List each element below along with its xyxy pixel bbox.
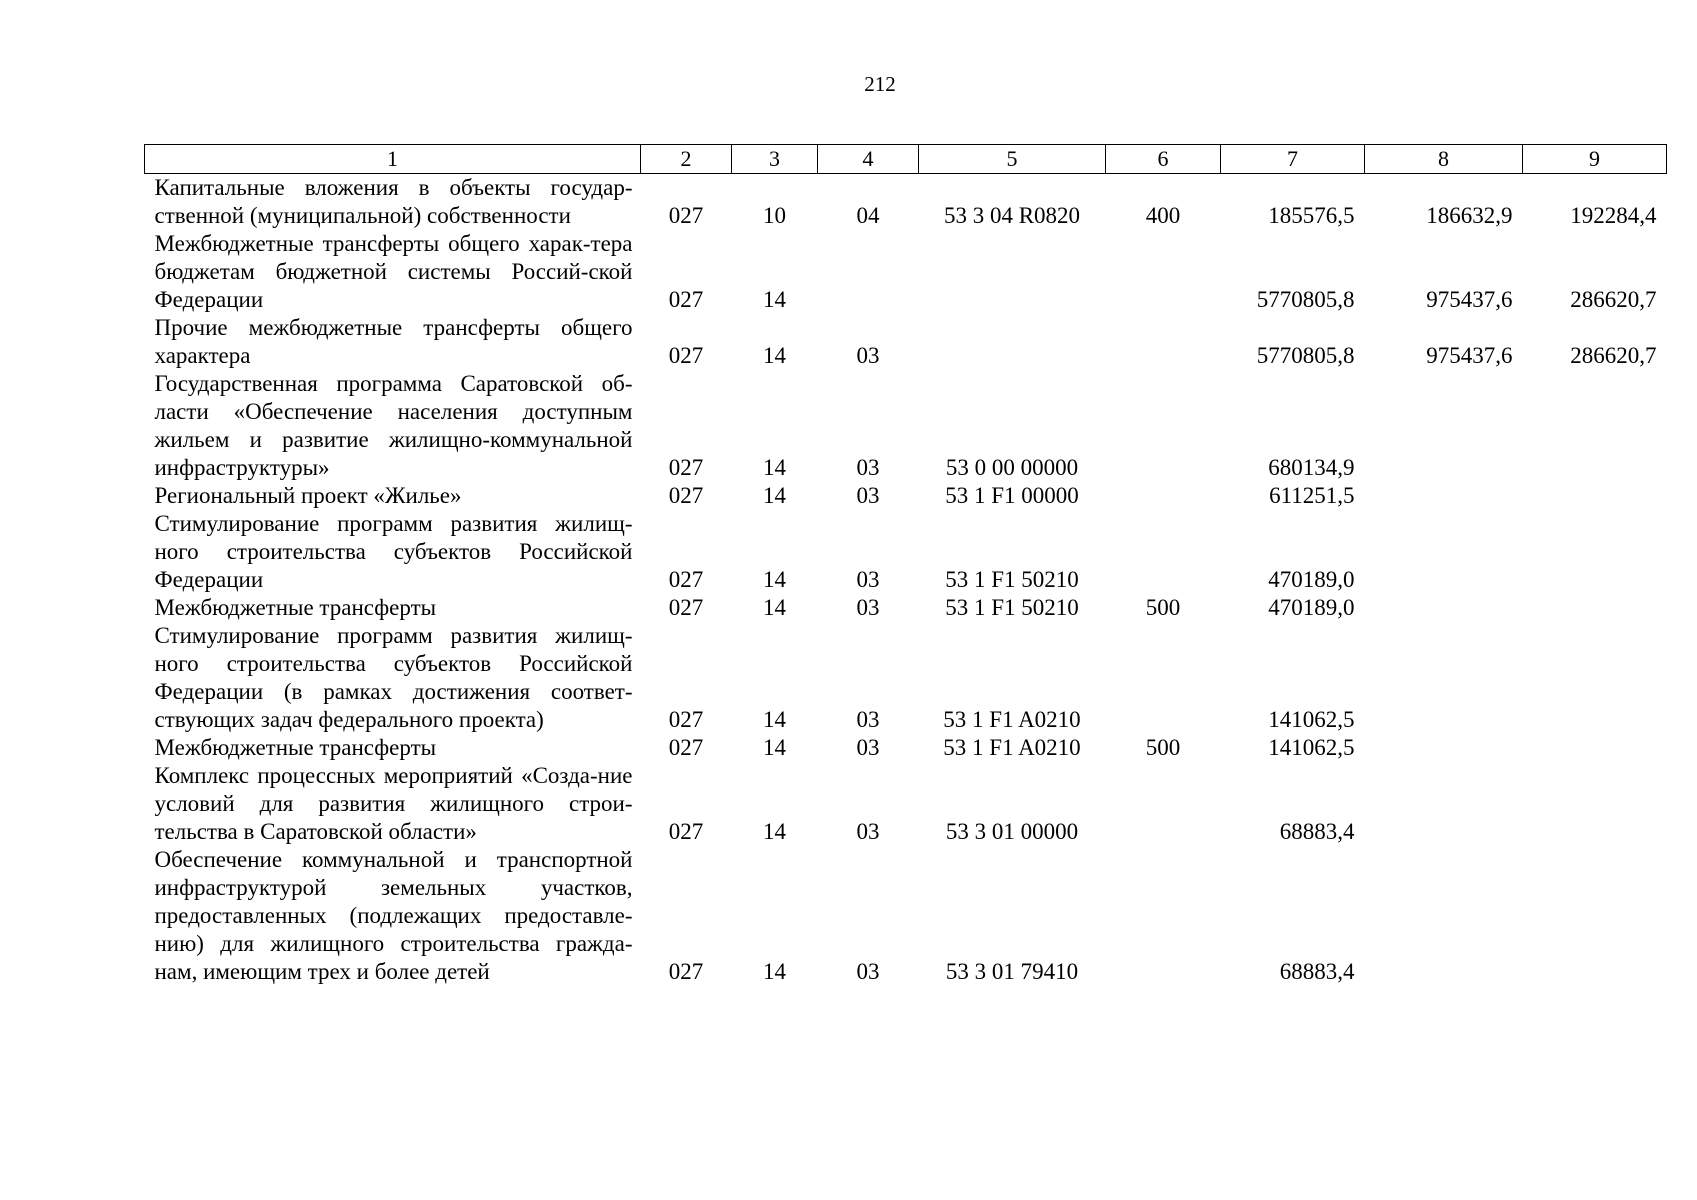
table-row [145,734,1667,762]
item-name: Комплекс процессных мероприятий «Созда-ние условий для развития жилищного строи-тельства в Саратовской области» [154,763,633,844]
subsection-code [818,230,919,314]
subsection-code: 03 [856,735,880,760]
column-header: 4 [818,145,919,174]
amount-col7: 141062,5 [1268,707,1355,732]
item-name: Стимулирование программ развития жилищ-ного строительства субъектов Российской Федерации [154,511,633,592]
target-article-code: 53 1 F1 50210 [945,567,1079,592]
column-header: 7 [1221,145,1365,174]
amount-col9 [1523,622,1667,734]
table-row [145,314,1667,370]
amount-col9 [1523,594,1667,622]
section-code: 14 [763,735,786,760]
amount-col7: 470189,0 [1268,595,1355,620]
ministry-code: 027 [668,735,704,760]
amount-col8: 975437,6 [1426,343,1513,368]
column-header: 9 [1523,145,1667,174]
ministry-code: 027 [668,483,704,508]
target-article-code: 53 1 F1 A0210 [943,707,1081,732]
item-name: Стимулирование программ развития жилищ-ного строительства субъектов Российской Федерации (в рамках достижения соответ-ствующих задач федерального проекта) [154,623,633,732]
subsection-code: 03 [856,959,880,984]
section-code: 14 [763,483,786,508]
amount-col7: 470189,0 [1268,567,1355,592]
item-name: Региональный проект «Жилье» [154,483,462,508]
expense-type-code [1106,762,1221,846]
amount-col7: 5770805,8 [1256,287,1355,312]
item-name: Межбюджетные трансферты [154,735,437,760]
expense-type-code [1106,622,1221,734]
ministry-code: 027 [668,819,704,844]
subsection-code: 03 [856,455,880,480]
budget-table [144,144,1667,986]
section-code: 14 [763,959,786,984]
subsection-code: 03 [856,707,880,732]
ministry-code: 027 [668,343,704,368]
column-header: 6 [1106,145,1221,174]
amount-col7: 185576,5 [1268,203,1355,228]
amount-col9: 286620,7 [1570,287,1657,312]
subsection-code: 03 [856,595,880,620]
amount-col8 [1365,762,1523,846]
ministry-code: 027 [668,203,704,228]
target-article-code: 53 1 F1 00000 [945,483,1079,508]
target-article-code: 53 1 F1 50210 [945,595,1079,620]
amount-col8: 186632,9 [1426,203,1513,228]
amount-col7: 141062,5 [1268,735,1355,760]
table-row [145,482,1667,510]
section-code: 14 [763,595,786,620]
table-row [145,622,1667,734]
amount-col8 [1365,370,1523,482]
item-name: Прочие межбюджетные трансферты общего характера [154,315,633,368]
table-row [145,846,1667,986]
column-header: 1 [145,145,641,174]
table-row [145,762,1667,846]
subsection-code: 03 [856,567,880,592]
amount-col9 [1523,370,1667,482]
expense-type-code [1106,846,1221,986]
page-number: 212 [864,72,896,96]
target-article-code: 53 3 04 R0820 [943,203,1081,228]
item-name: Капитальные вложения в объекты государ-ственной (муниципальной) собственности [154,175,633,228]
section-code: 10 [763,203,786,228]
ministry-code: 027 [668,959,704,984]
target-article-code [919,230,1106,314]
column-header: 5 [919,145,1106,174]
amount-col9 [1523,482,1667,510]
header-row [145,145,1667,174]
expense-type-code [1106,314,1221,370]
column-header: 3 [732,145,818,174]
expense-type-code [1106,370,1221,482]
subsection-code: 03 [856,483,880,508]
table-row [145,174,1667,231]
ministry-code: 027 [668,567,704,592]
target-article-code: 53 1 F1 A0210 [943,735,1081,760]
column-header: 2 [641,145,732,174]
item-name: Государственная программа Саратовской об-ласти «Обеспечение населения доступным жильем и развитие жилищно-коммунальной инфраструктуры» [154,371,633,480]
item-name: Обеспечение коммунальной и транспортной инфраструктурой земельных участков, предоставленных (подлежащих предоставле-нию) для жилищного строительства гражда-нам, имеющим трех и более детей [154,847,633,984]
ministry-code: 027 [668,455,704,480]
expense-type-code [1106,482,1221,510]
expense-type-code: 500 [1145,735,1181,760]
amount-col7: 68883,4 [1279,959,1355,984]
table-row [145,594,1667,622]
subsection-code: 03 [856,343,880,368]
amount-col9: 286620,7 [1570,343,1657,368]
target-article-code: 53 3 01 79410 [945,959,1079,984]
expense-type-code [1106,230,1221,314]
section-code: 14 [763,343,786,368]
ministry-code: 027 [668,707,704,732]
amount-col9 [1523,762,1667,846]
item-name: Межбюджетные трансферты [154,595,437,620]
column-header: 8 [1365,145,1523,174]
subsection-code: 04 [856,203,880,228]
amount-col8 [1365,482,1523,510]
amount-col8 [1365,510,1523,594]
amount-col7: 611251,5 [1269,483,1355,508]
target-article-code: 53 0 00 00000 [945,455,1079,480]
subsection-code: 03 [856,819,880,844]
amount-col7: 68883,4 [1279,819,1355,844]
section-code: 14 [763,287,786,312]
amount-col8 [1365,846,1523,986]
table-row [145,230,1667,314]
section-code: 14 [763,707,786,732]
table-row [145,510,1667,594]
expense-type-code [1106,510,1221,594]
target-article-code: 53 3 01 00000 [945,819,1079,844]
amount-col9: 192284,4 [1570,203,1657,228]
section-code: 14 [763,455,786,480]
target-article-code [919,314,1106,370]
amount-col8: 975437,6 [1426,287,1513,312]
amount-col9 [1523,734,1667,762]
amount-col7: 680134,9 [1268,455,1355,480]
section-code: 14 [763,819,786,844]
expense-type-code: 400 [1145,203,1181,228]
amount-col8 [1365,594,1523,622]
amount-col8 [1365,734,1523,762]
amount-col9 [1523,510,1667,594]
table-row [145,370,1667,482]
ministry-code: 027 [668,287,704,312]
amount-col7: 5770805,8 [1256,343,1355,368]
expense-type-code: 500 [1145,595,1181,620]
amount-col8 [1365,622,1523,734]
ministry-code: 027 [668,595,704,620]
section-code: 14 [763,567,786,592]
amount-col9 [1523,846,1667,986]
item-name: Межбюджетные трансферты общего харак-тера бюджетам бюджетной системы Россий-ской Федерации [154,231,633,312]
